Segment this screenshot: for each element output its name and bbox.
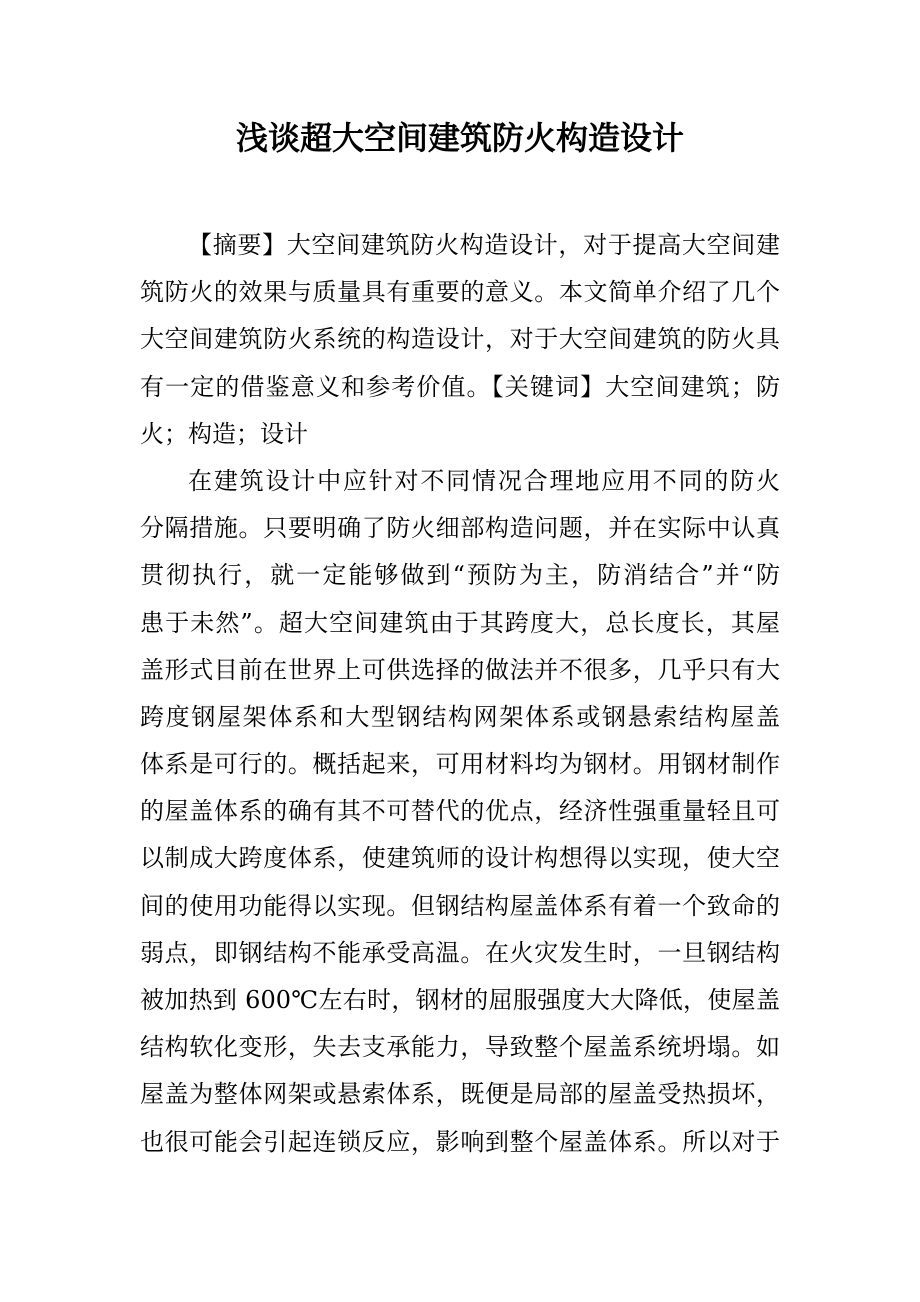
body-line: 结构软化变形，失去支承能力，导致整个屋盖系统坍塌。如	[140, 1033, 780, 1062]
body-line: 弱点，即钢结构不能承受高温。在火灾发生时，一旦钢结构	[140, 938, 780, 967]
body-line: 间的使用功能得以实现。但钢结构屋盖体系有着一个致命的	[140, 891, 780, 920]
body-line: 【摘要】大空间建筑防火构造设计，对于提高大空间建	[188, 231, 780, 259]
body-line: 有一定的借鉴意义和参考价值。【关键词】大空间建筑；防	[140, 372, 780, 401]
body-line: 贯彻执行，就一定能够做到“预防为主，防消结合”并“防	[140, 561, 780, 590]
body-line: 火；构造；设计	[140, 419, 308, 448]
body-line: 以制成大跨度体系，使建筑师的设计构想得以实现，使大空	[140, 844, 780, 873]
body-line: 也很可能会引起连锁反应，影响到整个屋盖体系。所以对于	[140, 1127, 780, 1156]
document-title: 浅谈超大空间建筑防火构造设计	[235, 119, 684, 157]
body-line: 大空间建筑防火系统的构造设计，对于大空间建筑的防火具	[140, 325, 780, 354]
body-line: 患于未然”。超大空间建筑由于其跨度大，总长度长，其屋	[140, 608, 780, 637]
body-line: 分隔措施。只要明确了防火细部构造问题，并在实际中认真	[140, 514, 780, 543]
body-line: 屋盖为整体网架或悬索体系，既便是局部的屋盖受热损坏，	[140, 1080, 780, 1109]
body-line: 体系是可行的。概括起来，可用材料均为钢材。用钢材制作	[140, 750, 780, 779]
body-line: 跨度钢屋架体系和大型钢结构网架体系或钢悬索结构屋盖	[140, 702, 780, 731]
body-line: 盖形式目前在世界上可供选择的做法并不很多，几乎只有大	[140, 655, 780, 684]
body-line: 筑防火的效果与质量具有重要的意义。本文简单介绍了几个	[140, 278, 780, 307]
document-body	[140, 222, 780, 1166]
body-line: 被加热到 600℃左右时，钢材的屈服强度大大降低，使屋盖	[140, 986, 780, 1014]
body-line: 的屋盖体系的确有其不可替代的优点，经济性强重量轻且可	[140, 797, 780, 826]
body-line: 在建筑设计中应针对不同情况合理地应用不同的防火	[188, 466, 780, 495]
